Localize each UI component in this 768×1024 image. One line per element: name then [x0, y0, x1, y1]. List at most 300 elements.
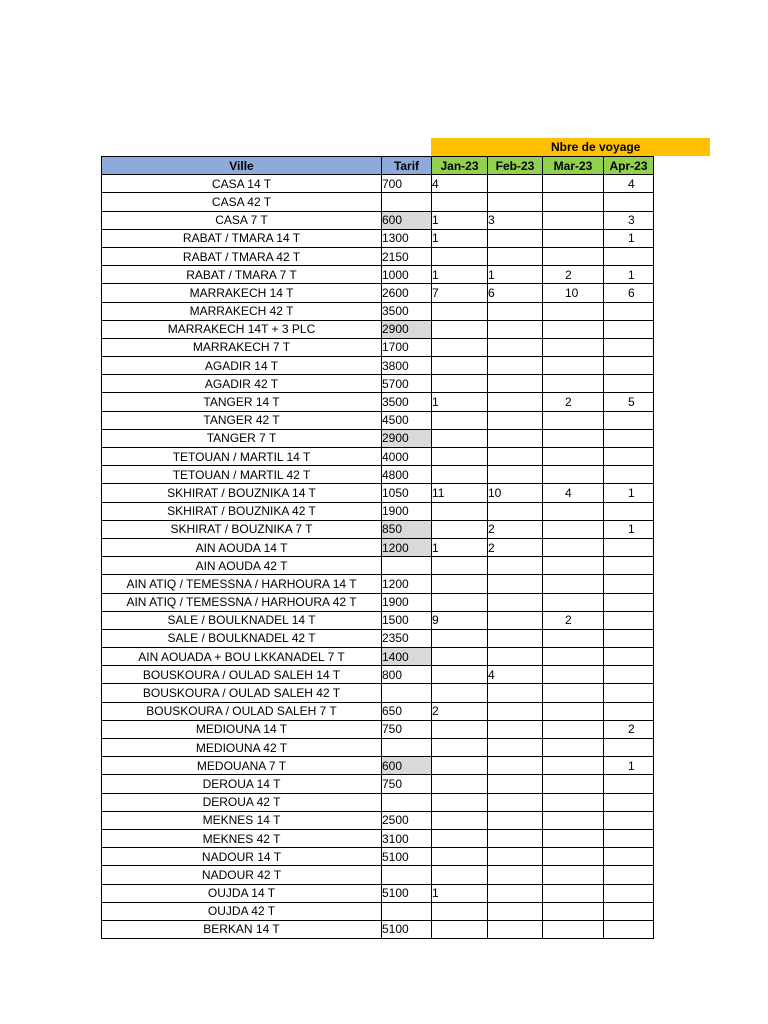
month-cell-feb-23[interactable]: [488, 393, 543, 411]
month-cell-feb-23[interactable]: [488, 502, 543, 520]
ville-cell[interactable]: SKHIRAT / BOUZNIKA 7 T: [102, 520, 382, 538]
month-cell-mar-23[interactable]: [543, 684, 604, 702]
month-cell-feb-23[interactable]: [488, 593, 543, 611]
ville-cell[interactable]: MARRAKECH 14T + 3 PLC: [102, 320, 382, 338]
month-cell-mar-23[interactable]: [543, 357, 604, 375]
month-cell-apr-23[interactable]: [604, 557, 654, 575]
month-cell-jan-23[interactable]: 1: [432, 266, 488, 284]
month-cell-mar-23[interactable]: [543, 175, 604, 193]
month-cell-mar-23[interactable]: [543, 448, 604, 466]
month-cell-apr-23[interactable]: [604, 702, 654, 720]
month-cell-jan-23[interactable]: [432, 720, 488, 738]
ville-cell[interactable]: AGADIR 14 T: [102, 357, 382, 375]
month-cell-mar-23[interactable]: [543, 884, 604, 902]
ville-cell[interactable]: CASA 7 T: [102, 211, 382, 229]
ville-cell[interactable]: AIN AOUADA + BOU LKKANADEL 7 T: [102, 648, 382, 666]
month-cell-feb-23[interactable]: [488, 866, 543, 884]
month-cell-jan-23[interactable]: 1: [432, 538, 488, 556]
header-tarif[interactable]: Tarif: [382, 157, 432, 175]
table-row: [102, 866, 654, 884]
tarif-cell[interactable]: 1900: [382, 502, 432, 520]
month-cell-feb-23[interactable]: [488, 702, 543, 720]
ville-cell[interactable]: BOUSKOURA / OULAD SALEH 14 T: [102, 666, 382, 684]
month-cell-apr-23[interactable]: [604, 666, 654, 684]
tarif-cell[interactable]: 2600: [382, 284, 432, 302]
table-row: [102, 393, 654, 411]
month-cell-jan-23[interactable]: [432, 575, 488, 593]
month-cell-feb-23[interactable]: [488, 466, 543, 484]
month-cell-mar-23[interactable]: [543, 229, 604, 247]
table-row: [102, 648, 654, 666]
table-row: [102, 811, 654, 829]
month-cell-jan-23[interactable]: [432, 375, 488, 393]
month-cell-jan-23[interactable]: [432, 666, 488, 684]
tarif-cell[interactable]: 2900: [382, 429, 432, 447]
month-cell-mar-23[interactable]: [543, 211, 604, 229]
month-cell-feb-23[interactable]: [488, 429, 543, 447]
table-row: [102, 338, 654, 356]
month-cell-feb-23[interactable]: [488, 920, 543, 938]
ville-cell[interactable]: TETOUAN / MARTIL 14 T: [102, 448, 382, 466]
table-row: [102, 247, 654, 265]
month-cell-mar-23[interactable]: [543, 538, 604, 556]
month-cell-jan-23[interactable]: [432, 829, 488, 847]
ville-cell[interactable]: TANGER 42 T: [102, 411, 382, 429]
tarif-cell[interactable]: 750: [382, 775, 432, 793]
month-cell-apr-23[interactable]: [604, 648, 654, 666]
tarif-cell[interactable]: [382, 684, 432, 702]
month-cell-mar-23[interactable]: [543, 648, 604, 666]
month-cell-mar-23[interactable]: 2: [543, 393, 604, 411]
month-cell-apr-23[interactable]: [604, 848, 654, 866]
month-cell-jan-23[interactable]: 1: [432, 884, 488, 902]
tarif-cell[interactable]: 3500: [382, 302, 432, 320]
nbre-de-voyage-banner: [431, 138, 710, 156]
month-cell-apr-23[interactable]: [604, 811, 654, 829]
tarif-cell[interactable]: 1500: [382, 611, 432, 629]
month-cell-mar-23[interactable]: [543, 902, 604, 920]
table-row: [102, 702, 654, 720]
month-cell-apr-23[interactable]: 3: [604, 211, 654, 229]
month-cell-mar-23[interactable]: [543, 429, 604, 447]
tarif-cell[interactable]: 1900: [382, 593, 432, 611]
month-cell-feb-23[interactable]: [488, 848, 543, 866]
month-cell-mar-23[interactable]: [543, 829, 604, 847]
tarif-table: [101, 156, 654, 939]
month-cell-apr-23[interactable]: [604, 193, 654, 211]
month-cell-mar-23[interactable]: [543, 338, 604, 356]
month-cell-apr-23[interactable]: [604, 775, 654, 793]
month-cell-mar-23[interactable]: [543, 193, 604, 211]
month-cell-jan-23[interactable]: [432, 902, 488, 920]
month-cell-jan-23[interactable]: [432, 448, 488, 466]
ville-cell[interactable]: BOUSKOURA / OULAD SALEH 42 T: [102, 684, 382, 702]
month-cell-apr-23[interactable]: [604, 920, 654, 938]
ville-cell[interactable]: MEDIOUNA 14 T: [102, 720, 382, 738]
month-cell-feb-23[interactable]: [488, 811, 543, 829]
ville-cell[interactable]: NADOUR 14 T: [102, 848, 382, 866]
month-cell-mar-23[interactable]: [543, 520, 604, 538]
month-cell-feb-23[interactable]: [488, 193, 543, 211]
month-cell-mar-23[interactable]: [543, 502, 604, 520]
month-cell-mar-23[interactable]: [543, 920, 604, 938]
ville-cell[interactable]: MEDOUANA 7 T: [102, 757, 382, 775]
table-row: [102, 629, 654, 647]
month-cell-mar-23[interactable]: [543, 375, 604, 393]
month-cell-feb-23[interactable]: [488, 357, 543, 375]
month-cell-feb-23[interactable]: 3: [488, 211, 543, 229]
month-cell-mar-23[interactable]: [543, 320, 604, 338]
table-row: [102, 775, 654, 793]
month-cell-mar-23[interactable]: [543, 720, 604, 738]
month-cell-mar-23[interactable]: [543, 575, 604, 593]
month-cell-feb-23[interactable]: [488, 684, 543, 702]
month-cell-mar-23[interactable]: [543, 811, 604, 829]
table-row: [102, 538, 654, 556]
ville-cell[interactable]: MARRAKECH 7 T: [102, 338, 382, 356]
table-row: [102, 920, 654, 938]
month-cell-apr-23[interactable]: [604, 793, 654, 811]
ville-cell[interactable]: RABAT / TMARA 7 T: [102, 266, 382, 284]
month-cell-feb-23[interactable]: [488, 557, 543, 575]
header-feb-23[interactable]: Feb-23: [488, 157, 543, 175]
month-cell-jan-23[interactable]: [432, 739, 488, 757]
month-cell-apr-23[interactable]: [604, 466, 654, 484]
month-cell-feb-23[interactable]: [488, 611, 543, 629]
ville-cell[interactable]: CASA 42 T: [102, 193, 382, 211]
ville-cell[interactable]: OUJDA 14 T: [102, 884, 382, 902]
table-row: [102, 884, 654, 902]
month-cell-feb-23[interactable]: [488, 720, 543, 738]
month-cell-apr-23[interactable]: [604, 629, 654, 647]
ville-cell[interactable]: AIN ATIQ / TEMESSNA / HARHOURA 42 T: [102, 593, 382, 611]
table-row: [102, 720, 654, 738]
month-cell-jan-23[interactable]: [432, 302, 488, 320]
table-row: [102, 848, 654, 866]
tarif-cell[interactable]: [382, 557, 432, 575]
month-cell-mar-23[interactable]: 2: [543, 611, 604, 629]
month-cell-jan-23[interactable]: [432, 920, 488, 938]
month-cell-apr-23[interactable]: [604, 338, 654, 356]
month-cell-feb-23[interactable]: [488, 448, 543, 466]
tarif-cell[interactable]: [382, 902, 432, 920]
month-cell-apr-23[interactable]: 5: [604, 393, 654, 411]
month-cell-feb-23[interactable]: [488, 902, 543, 920]
header-mar-23[interactable]: Mar-23: [543, 157, 604, 175]
month-cell-jan-23[interactable]: [432, 247, 488, 265]
month-cell-apr-23[interactable]: 6: [604, 284, 654, 302]
month-cell-mar-23[interactable]: [543, 757, 604, 775]
month-cell-feb-23[interactable]: [488, 411, 543, 429]
month-cell-jan-23[interactable]: [432, 502, 488, 520]
table-row: [102, 375, 654, 393]
tarif-cell[interactable]: 750: [382, 720, 432, 738]
month-cell-jan-23[interactable]: 9: [432, 611, 488, 629]
tarif-cell[interactable]: 1200: [382, 538, 432, 556]
month-cell-apr-23[interactable]: [604, 448, 654, 466]
month-cell-feb-23[interactable]: [488, 829, 543, 847]
month-cell-apr-23[interactable]: [604, 247, 654, 265]
table-body: [102, 175, 654, 939]
month-cell-mar-23[interactable]: [543, 775, 604, 793]
tarif-cell[interactable]: 5100: [382, 884, 432, 902]
month-cell-jan-23[interactable]: [432, 593, 488, 611]
month-cell-apr-23[interactable]: [604, 357, 654, 375]
table-row: [102, 739, 654, 757]
month-cell-jan-23[interactable]: [432, 520, 488, 538]
tarif-cell[interactable]: 1000: [382, 266, 432, 284]
month-cell-mar-23[interactable]: [543, 848, 604, 866]
month-cell-apr-23[interactable]: 1: [604, 757, 654, 775]
month-cell-jan-23[interactable]: [432, 866, 488, 884]
tarif-cell[interactable]: 4000: [382, 448, 432, 466]
month-cell-jan-23[interactable]: [432, 848, 488, 866]
table-row: [102, 411, 654, 429]
month-cell-jan-23[interactable]: [432, 811, 488, 829]
month-cell-jan-23[interactable]: [432, 466, 488, 484]
month-cell-mar-23[interactable]: [543, 702, 604, 720]
month-cell-mar-23[interactable]: [543, 302, 604, 320]
ville-cell[interactable]: SKHIRAT / BOUZNIKA 14 T: [102, 484, 382, 502]
header-jan-23[interactable]: Jan-23: [432, 157, 488, 175]
table-row: [102, 357, 654, 375]
month-cell-apr-23[interactable]: 4: [604, 175, 654, 193]
table-row: [102, 829, 654, 847]
tarif-cell[interactable]: 600: [382, 211, 432, 229]
month-cell-jan-23[interactable]: [432, 684, 488, 702]
tarif-cell[interactable]: 600: [382, 757, 432, 775]
month-cell-mar-23[interactable]: 10: [543, 284, 604, 302]
month-cell-feb-23[interactable]: 10: [488, 484, 543, 502]
table-row: [102, 284, 654, 302]
month-cell-mar-23[interactable]: [543, 739, 604, 757]
ville-cell[interactable]: AIN AOUDA 14 T: [102, 538, 382, 556]
month-cell-feb-23[interactable]: 6: [488, 284, 543, 302]
month-cell-feb-23[interactable]: [488, 247, 543, 265]
month-cell-apr-23[interactable]: [604, 684, 654, 702]
month-cell-feb-23[interactable]: 2: [488, 538, 543, 556]
table-row: [102, 793, 654, 811]
tarif-cell[interactable]: 800: [382, 666, 432, 684]
month-cell-apr-23[interactable]: 1: [604, 266, 654, 284]
month-cell-apr-23[interactable]: [604, 411, 654, 429]
month-cell-apr-23[interactable]: [604, 829, 654, 847]
month-cell-apr-23[interactable]: 1: [604, 229, 654, 247]
month-cell-apr-23[interactable]: [604, 575, 654, 593]
tarif-cell[interactable]: [382, 193, 432, 211]
month-cell-feb-23[interactable]: [488, 775, 543, 793]
month-cell-feb-23[interactable]: [488, 375, 543, 393]
month-cell-feb-23[interactable]: [488, 884, 543, 902]
tarif-cell[interactable]: 1050: [382, 484, 432, 502]
ville-cell[interactable]: RABAT / TMARA 14 T: [102, 229, 382, 247]
tarif-cell[interactable]: 3100: [382, 829, 432, 847]
month-cell-jan-23[interactable]: [432, 757, 488, 775]
table-row: [102, 757, 654, 775]
month-cell-apr-23[interactable]: [604, 320, 654, 338]
month-cell-apr-23[interactable]: 2: [604, 720, 654, 738]
table-row: [102, 502, 654, 520]
month-cell-feb-23[interactable]: [488, 739, 543, 757]
table-row: [102, 466, 654, 484]
tarif-cell[interactable]: [382, 793, 432, 811]
tarif-cell[interactable]: 1200: [382, 575, 432, 593]
month-cell-mar-23[interactable]: [543, 247, 604, 265]
month-cell-apr-23[interactable]: [604, 884, 654, 902]
table-row: [102, 320, 654, 338]
tarif-cell[interactable]: [382, 739, 432, 757]
ville-cell[interactable]: TETOUAN / MARTIL 42 T: [102, 466, 382, 484]
month-cell-apr-23[interactable]: [604, 302, 654, 320]
table-row: [102, 484, 654, 502]
month-cell-feb-23[interactable]: 4: [488, 666, 543, 684]
month-cell-jan-23[interactable]: 4: [432, 175, 488, 193]
tarif-cell[interactable]: 1300: [382, 229, 432, 247]
ville-cell[interactable]: AGADIR 42 T: [102, 375, 382, 393]
tarif-cell[interactable]: 1400: [382, 648, 432, 666]
tarif-cell[interactable]: 650: [382, 702, 432, 720]
month-cell-jan-23[interactable]: [432, 648, 488, 666]
ville-cell[interactable]: BOUSKOURA / OULAD SALEH 7 T: [102, 702, 382, 720]
ville-cell[interactable]: NADOUR 42 T: [102, 866, 382, 884]
month-cell-mar-23[interactable]: [543, 666, 604, 684]
month-cell-feb-23[interactable]: [488, 629, 543, 647]
month-cell-mar-23[interactable]: [543, 557, 604, 575]
month-cell-apr-23[interactable]: [604, 429, 654, 447]
month-cell-jan-23[interactable]: 7: [432, 284, 488, 302]
month-cell-mar-23[interactable]: [543, 466, 604, 484]
month-cell-jan-23[interactable]: 2: [432, 702, 488, 720]
ville-cell[interactable]: AIN ATIQ / TEMESSNA / HARHOURA 14 T: [102, 575, 382, 593]
ville-cell[interactable]: SKHIRAT / BOUZNIKA 42 T: [102, 502, 382, 520]
month-cell-feb-23[interactable]: [488, 757, 543, 775]
ville-cell[interactable]: CASA 14 T: [102, 175, 382, 193]
ville-cell[interactable]: TANGER 7 T: [102, 429, 382, 447]
month-cell-jan-23[interactable]: [432, 629, 488, 647]
month-cell-jan-23[interactable]: [432, 320, 488, 338]
month-cell-jan-23[interactable]: [432, 793, 488, 811]
tarif-cell[interactable]: 2500: [382, 811, 432, 829]
table-row: [102, 575, 654, 593]
tarif-cell[interactable]: 4500: [382, 411, 432, 429]
month-cell-feb-23[interactable]: [488, 648, 543, 666]
month-cell-apr-23[interactable]: [604, 593, 654, 611]
ville-cell[interactable]: SALE / BOULKNADEL 14 T: [102, 611, 382, 629]
month-cell-jan-23[interactable]: 11: [432, 484, 488, 502]
tarif-cell[interactable]: 5700: [382, 375, 432, 393]
month-cell-apr-23[interactable]: [604, 375, 654, 393]
table-row: [102, 175, 654, 193]
tarif-cell[interactable]: 2150: [382, 247, 432, 265]
month-cell-feb-23[interactable]: [488, 320, 543, 338]
month-cell-jan-23[interactable]: [432, 775, 488, 793]
header-apr-23[interactable]: Apr-23: [604, 157, 654, 175]
month-cell-jan-23[interactable]: 1: [432, 211, 488, 229]
table-row: [102, 266, 654, 284]
month-cell-mar-23[interactable]: [543, 411, 604, 429]
table-row: [102, 429, 654, 447]
tarif-cell[interactable]: [382, 866, 432, 884]
month-cell-apr-23[interactable]: [604, 739, 654, 757]
month-cell-mar-23[interactable]: [543, 793, 604, 811]
month-cell-feb-23[interactable]: [488, 229, 543, 247]
month-cell-mar-23[interactable]: 2: [543, 266, 604, 284]
month-cell-feb-23[interactable]: 2: [488, 520, 543, 538]
ville-cell[interactable]: DEROUA 14 T: [102, 775, 382, 793]
tarif-cell[interactable]: 2350: [382, 629, 432, 647]
ville-cell[interactable]: MEKNES 14 T: [102, 811, 382, 829]
table-row: [102, 666, 654, 684]
ville-cell[interactable]: AIN AOUDA 42 T: [102, 557, 382, 575]
tarif-cell[interactable]: 2900: [382, 320, 432, 338]
month-cell-apr-23[interactable]: [604, 538, 654, 556]
table-row: [102, 902, 654, 920]
tarif-cell[interactable]: 5100: [382, 920, 432, 938]
month-cell-feb-23[interactable]: [488, 175, 543, 193]
ville-cell[interactable]: MARRAKECH 14 T: [102, 284, 382, 302]
month-cell-apr-23[interactable]: [604, 866, 654, 884]
table-row: [102, 520, 654, 538]
table-row: [102, 193, 654, 211]
tarif-cell[interactable]: 3800: [382, 357, 432, 375]
month-cell-jan-23[interactable]: 1: [432, 393, 488, 411]
ville-cell[interactable]: RABAT / TMARA 42 T: [102, 247, 382, 265]
month-cell-mar-23[interactable]: [543, 866, 604, 884]
month-cell-apr-23[interactable]: [604, 902, 654, 920]
month-cell-apr-23[interactable]: 1: [604, 484, 654, 502]
month-cell-feb-23[interactable]: 1: [488, 266, 543, 284]
ville-cell[interactable]: TANGER 14 T: [102, 393, 382, 411]
tarif-cell[interactable]: 3500: [382, 393, 432, 411]
month-cell-mar-23[interactable]: [543, 629, 604, 647]
ville-cell[interactable]: MARRAKECH 42 T: [102, 302, 382, 320]
ville-cell[interactable]: MEDIOUNA 42 T: [102, 739, 382, 757]
month-cell-mar-23[interactable]: [543, 593, 604, 611]
month-cell-apr-23[interactable]: 1: [604, 520, 654, 538]
ville-cell[interactable]: DEROUA 42 T: [102, 793, 382, 811]
month-cell-apr-23[interactable]: [604, 611, 654, 629]
month-cell-feb-23[interactable]: [488, 575, 543, 593]
month-cell-jan-23[interactable]: [432, 557, 488, 575]
tarif-cell[interactable]: 5100: [382, 848, 432, 866]
table-row: [102, 211, 654, 229]
month-cell-feb-23[interactable]: [488, 793, 543, 811]
ville-cell[interactable]: SALE / BOULKNADEL 42 T: [102, 629, 382, 647]
tarif-cell[interactable]: 700: [382, 175, 432, 193]
ville-cell[interactable]: MEKNES 42 T: [102, 829, 382, 847]
month-cell-jan-23[interactable]: [432, 411, 488, 429]
month-cell-mar-23[interactable]: 4: [543, 484, 604, 502]
table-row: [102, 229, 654, 247]
ville-cell[interactable]: BERKAN 14 T: [102, 920, 382, 938]
tarif-cell[interactable]: 4800: [382, 466, 432, 484]
month-cell-jan-23[interactable]: [432, 193, 488, 211]
table-row: [102, 593, 654, 611]
header-ville[interactable]: Ville: [102, 157, 382, 175]
month-cell-jan-23[interactable]: 1: [432, 229, 488, 247]
month-cell-jan-23[interactable]: [432, 338, 488, 356]
table-row: [102, 557, 654, 575]
month-cell-feb-23[interactable]: [488, 338, 543, 356]
ville-cell[interactable]: OUJDA 42 T: [102, 902, 382, 920]
month-cell-jan-23[interactable]: [432, 429, 488, 447]
table-row: [102, 684, 654, 702]
month-cell-feb-23[interactable]: [488, 302, 543, 320]
month-cell-apr-23[interactable]: [604, 502, 654, 520]
month-cell-jan-23[interactable]: [432, 357, 488, 375]
tarif-cell[interactable]: 850: [382, 520, 432, 538]
tarif-cell[interactable]: 1700: [382, 338, 432, 356]
